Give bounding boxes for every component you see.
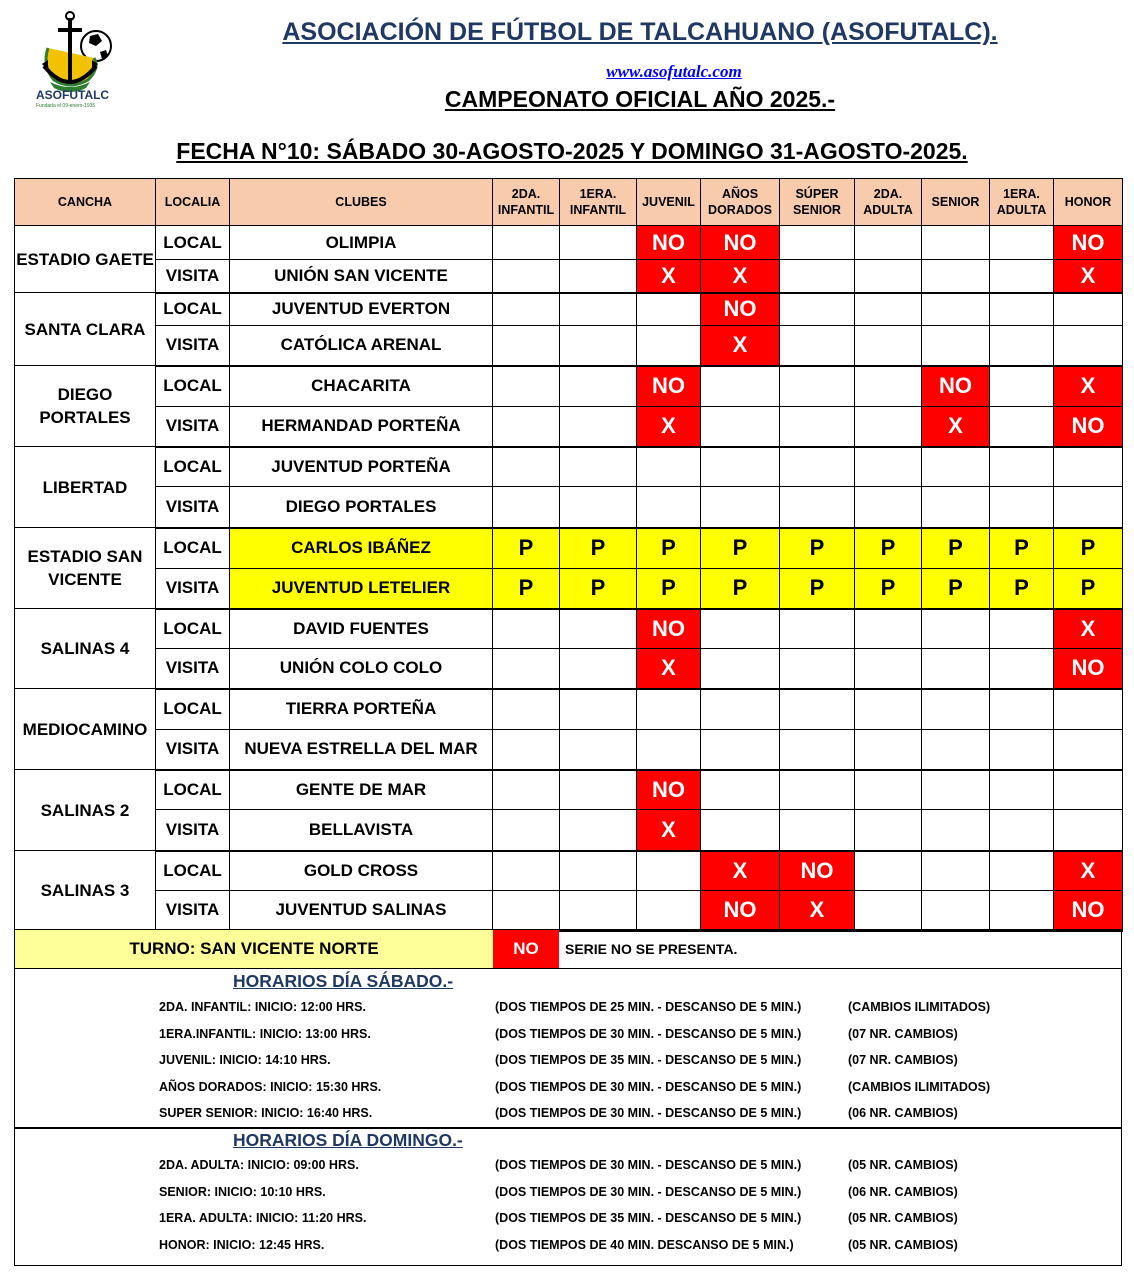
category-cell	[1054, 326, 1123, 366]
club-cell: JUVENTUD PORTEÑA	[230, 447, 493, 487]
sabado-schedule	[14, 969, 1122, 1128]
localia-cell: VISITA	[156, 569, 230, 609]
domingo-schedule	[14, 1129, 1122, 1266]
category-cell	[855, 447, 922, 487]
category-cell	[922, 810, 990, 851]
category-cell	[560, 407, 637, 447]
domingo-heading: HORARIOS DÍA DOMINGO.-	[233, 1130, 463, 1150]
cancha-cell: SALINAS 2	[15, 770, 156, 851]
category-cell: NO	[637, 609, 701, 649]
category-cell: NO	[922, 366, 990, 407]
category-cell	[855, 810, 922, 851]
table-row	[15, 407, 1123, 447]
category-cell	[922, 226, 990, 260]
category-cell: P	[1054, 569, 1123, 609]
category-cell	[560, 851, 637, 891]
category-cell: X	[701, 851, 780, 891]
localia-cell: LOCAL	[156, 770, 230, 810]
schedule-cambios: (CAMBIOS ILIMITADOS)	[848, 1000, 991, 1014]
category-cell	[560, 326, 637, 366]
column-header: 1ERA. ADULTA	[990, 179, 1054, 226]
club-cell: CATÓLICA ARENAL	[230, 326, 493, 366]
schedule-cambios: (07 NR. CAMBIOS)	[848, 1053, 958, 1067]
category-cell	[922, 689, 990, 730]
fixture-table	[14, 178, 1123, 932]
cancha-cell: LIBERTAD	[15, 447, 156, 528]
club-cell: CHACARITA	[230, 366, 493, 407]
schedule-tiempos: (DOS TIEMPOS DE 25 MIN. - DESCANSO DE 5 MIN.)	[495, 1000, 802, 1014]
category-cell	[922, 609, 990, 649]
schedule-tiempos: (DOS TIEMPOS DE 40 MIN. DESCANSO DE 5 MIN.)	[495, 1237, 794, 1252]
table-row	[15, 447, 1123, 487]
category-cell	[493, 447, 560, 487]
club-cell: JUVENTUD SALINAS	[230, 891, 493, 931]
table-row	[15, 891, 1123, 931]
category-cell	[990, 770, 1054, 810]
category-cell: NO	[701, 293, 780, 326]
category-cell	[855, 649, 922, 689]
category-cell: X	[1054, 609, 1123, 649]
category-cell: X	[637, 260, 701, 293]
category-cell	[701, 730, 780, 770]
club-cell: CARLOS IBÁÑEZ	[230, 528, 493, 569]
category-cell	[493, 689, 560, 730]
category-cell	[637, 730, 701, 770]
category-cell	[493, 891, 560, 931]
schedule-tiempos: (DOS TIEMPOS DE 35 MIN. - DESCANSO DE 5 MIN.)	[495, 1211, 802, 1225]
column-header: AÑOS DORADOS	[701, 179, 780, 226]
localia-cell: VISITA	[156, 810, 230, 851]
column-header: 2DA. INFANTIL	[493, 179, 560, 226]
club-cell: JUVENTUD EVERTON	[230, 293, 493, 326]
cancha-cell: ESTADIO GAETE	[15, 226, 156, 293]
category-cell	[493, 649, 560, 689]
category-cell	[701, 689, 780, 730]
category-cell: NO	[1054, 649, 1123, 689]
localia-cell: LOCAL	[156, 293, 230, 326]
category-cell	[922, 326, 990, 366]
club-cell: NUEVA ESTRELLA DEL MAR	[230, 730, 493, 770]
category-cell	[780, 226, 855, 260]
category-cell	[780, 609, 855, 649]
category-cell: P	[922, 528, 990, 569]
table-row	[15, 226, 1123, 260]
category-cell	[990, 407, 1054, 447]
schedule-serie: 2DA. ADULTA: INICIO: 09:00 HRS.	[159, 1158, 359, 1172]
category-cell: X	[637, 407, 701, 447]
localia-cell: VISITA	[156, 260, 230, 293]
category-cell	[855, 293, 922, 326]
category-cell	[922, 730, 990, 770]
category-cell	[637, 447, 701, 487]
table-row	[15, 609, 1123, 649]
category-cell: P	[780, 528, 855, 569]
category-cell	[701, 407, 780, 447]
category-cell: X	[780, 891, 855, 931]
category-cell: NO	[637, 770, 701, 810]
category-cell: NO	[780, 851, 855, 891]
category-cell	[922, 487, 990, 528]
schedule-tiempos: (DOS TIEMPOS DE 30 MIN. - DESCANSO DE 5 MIN.)	[495, 1079, 802, 1094]
category-cell: P	[990, 528, 1054, 569]
category-cell	[780, 810, 855, 851]
category-cell	[493, 487, 560, 528]
category-cell	[780, 649, 855, 689]
category-cell	[560, 226, 637, 260]
category-cell: P	[780, 569, 855, 609]
cancha-cell: ESTADIO SAN VICENTE	[15, 528, 156, 609]
schedule-cambios: (05 NR. CAMBIOS)	[848, 1158, 958, 1172]
website-link[interactable]: www.asofutalc.com	[606, 62, 742, 81]
table-row	[15, 689, 1123, 730]
category-cell	[1054, 770, 1123, 810]
localia-cell: LOCAL	[156, 226, 230, 260]
category-cell	[990, 447, 1054, 487]
column-header: CANCHA	[15, 179, 156, 226]
column-header: LOCALIA	[156, 179, 230, 226]
category-cell	[780, 730, 855, 770]
category-cell	[637, 326, 701, 366]
category-cell	[855, 851, 922, 891]
category-cell: P	[637, 528, 701, 569]
category-cell	[780, 770, 855, 810]
club-cell: UNIÓN SAN VICENTE	[230, 260, 493, 293]
category-cell	[990, 891, 1054, 931]
table-row	[15, 487, 1123, 528]
table-row	[15, 569, 1123, 609]
cancha-cell: SALINAS 3	[15, 851, 156, 931]
localia-cell: LOCAL	[156, 689, 230, 730]
category-cell: NO	[1054, 226, 1123, 260]
category-cell: NO	[701, 891, 780, 931]
schedule-serie: SENIOR: INICIO: 10:10 HRS.	[159, 1184, 326, 1199]
category-cell	[855, 770, 922, 810]
category-cell: NO	[1054, 407, 1123, 447]
category-cell	[922, 447, 990, 487]
category-cell	[637, 851, 701, 891]
category-cell	[990, 649, 1054, 689]
category-cell: P	[637, 569, 701, 609]
category-cell	[560, 447, 637, 487]
schedule-tiempos: (DOS TIEMPOS DE 30 MIN. - DESCANSO DE 5 MIN.)	[495, 1158, 802, 1172]
category-cell	[780, 366, 855, 407]
category-cell	[780, 487, 855, 528]
schedule-serie: 2DA. INFANTIL: INICIO: 12:00 HRS.	[159, 1000, 366, 1014]
fecha-heading: FECHA N°10: SÁBADO 30-AGOSTO-2025 Y DOMINGO 31-AGOSTO-2025.	[176, 138, 968, 164]
table-row	[15, 770, 1123, 810]
category-cell	[493, 770, 560, 810]
cancha-cell: SANTA CLARA	[15, 293, 156, 366]
category-cell	[493, 226, 560, 260]
category-cell	[990, 810, 1054, 851]
schedule-serie: HONOR: INICIO: 12:45 HRS.	[159, 1237, 325, 1252]
category-cell	[922, 260, 990, 293]
category-cell: P	[701, 569, 780, 609]
schedule-tiempos: (DOS TIEMPOS DE 30 MIN. - DESCANSO DE 5 MIN.)	[495, 1106, 802, 1120]
category-cell	[855, 891, 922, 931]
category-cell: P	[560, 569, 637, 609]
column-header: HONOR	[1054, 179, 1123, 226]
category-cell	[990, 293, 1054, 326]
column-header: SENIOR	[922, 179, 990, 226]
category-cell: X	[637, 810, 701, 851]
category-cell	[855, 366, 922, 407]
category-cell	[1054, 447, 1123, 487]
category-cell	[990, 609, 1054, 649]
category-cell: X	[701, 326, 780, 366]
category-cell: P	[1054, 528, 1123, 569]
category-cell	[701, 447, 780, 487]
category-cell: P	[493, 569, 560, 609]
category-cell	[780, 260, 855, 293]
table-row	[15, 366, 1123, 407]
category-cell	[493, 326, 560, 366]
category-cell	[560, 689, 637, 730]
category-cell	[855, 689, 922, 730]
legend-bar	[14, 929, 1122, 969]
category-cell: X	[637, 649, 701, 689]
category-cell	[701, 487, 780, 528]
table-row	[15, 260, 1123, 293]
category-cell: P	[922, 569, 990, 609]
cancha-cell: DIEGO PORTALES	[15, 366, 156, 447]
column-header: 1ERA. INFANTIL	[560, 179, 637, 226]
category-cell: NO	[637, 366, 701, 407]
category-cell	[780, 326, 855, 366]
club-cell: HERMANDAD PORTEÑA	[230, 407, 493, 447]
schedule-tiempos: (DOS TIEMPOS DE 30 MIN. - DESCANSO DE 5 MIN.)	[495, 1026, 802, 1041]
category-cell	[560, 730, 637, 770]
category-cell	[560, 810, 637, 851]
category-cell	[922, 770, 990, 810]
category-cell: P	[701, 528, 780, 569]
category-cell	[1054, 730, 1123, 770]
club-cell: UNIÓN COLO COLO	[230, 649, 493, 689]
category-cell	[701, 649, 780, 689]
category-cell	[990, 851, 1054, 891]
championship-subtitle: CAMPEONATO OFICIAL AÑO 2025.-	[444, 86, 836, 112]
category-cell	[922, 891, 990, 931]
club-cell: OLIMPIA	[230, 226, 493, 260]
cancha-cell: SALINAS 4	[15, 609, 156, 689]
asofutalc-logo	[30, 8, 122, 112]
localia-cell: LOCAL	[156, 447, 230, 487]
localia-cell: LOCAL	[156, 609, 230, 649]
localia-cell: LOCAL	[156, 528, 230, 569]
category-cell	[637, 487, 701, 528]
category-cell: P	[560, 528, 637, 569]
category-cell	[493, 293, 560, 326]
category-cell: X	[1054, 260, 1123, 293]
schedule-cambios: (06 NR. CAMBIOS)	[848, 1106, 958, 1120]
category-cell	[560, 366, 637, 407]
logo-text: ASOFUTALC	[36, 88, 110, 102]
schedule-serie: AÑOS DORADOS: INICIO: 15:30 HRS.	[159, 1079, 382, 1094]
club-cell: JUVENTUD LETELIER	[230, 569, 493, 609]
category-cell	[855, 226, 922, 260]
column-header: CLUBES	[230, 179, 493, 226]
category-cell	[560, 770, 637, 810]
category-cell	[493, 260, 560, 293]
localia-cell: VISITA	[156, 649, 230, 689]
category-cell	[493, 609, 560, 649]
category-cell: NO	[637, 226, 701, 260]
category-cell	[855, 407, 922, 447]
category-cell	[990, 260, 1054, 293]
category-cell: X	[701, 260, 780, 293]
schedule-cambios: (05 NR. CAMBIOS)	[848, 1211, 958, 1225]
table-row	[15, 528, 1123, 569]
category-cell: NO	[1054, 891, 1123, 931]
club-cell: GOLD CROSS	[230, 851, 493, 891]
club-cell: GENTE DE MAR	[230, 770, 493, 810]
category-cell	[493, 730, 560, 770]
category-cell	[1054, 293, 1123, 326]
category-cell	[637, 293, 701, 326]
table-row	[15, 730, 1123, 770]
club-cell: BELLAVISTA	[230, 810, 493, 851]
table-row	[15, 851, 1123, 891]
category-cell	[922, 649, 990, 689]
category-cell	[560, 487, 637, 528]
column-header: JUVENIL	[637, 179, 701, 226]
category-cell: NO	[701, 226, 780, 260]
category-cell	[990, 326, 1054, 366]
schedule-tiempos: (DOS TIEMPOS DE 35 MIN. - DESCANSO DE 5 MIN.)	[495, 1053, 802, 1067]
category-cell	[780, 293, 855, 326]
club-cell: DAVID FUENTES	[230, 609, 493, 649]
category-cell: P	[855, 528, 922, 569]
club-cell: TIERRA PORTEÑA	[230, 689, 493, 730]
category-cell	[560, 649, 637, 689]
category-cell	[560, 293, 637, 326]
category-cell	[493, 810, 560, 851]
category-cell	[701, 810, 780, 851]
category-cell	[855, 730, 922, 770]
category-cell	[701, 609, 780, 649]
category-cell	[780, 407, 855, 447]
schedule-serie: 1ERA. ADULTA: INICIO: 11:20 HRS.	[159, 1211, 367, 1225]
category-cell	[922, 293, 990, 326]
category-cell: P	[493, 528, 560, 569]
category-cell	[493, 407, 560, 447]
schedule-cambios: (06 NR. CAMBIOS)	[848, 1184, 958, 1199]
category-cell	[855, 487, 922, 528]
legend-description: SERIE NO SE PRESENTA.	[565, 941, 738, 957]
category-cell	[855, 326, 922, 366]
table-header-row	[15, 179, 1123, 226]
category-cell	[990, 689, 1054, 730]
logo-tagline: Fundada el 09-enero-1935	[36, 103, 96, 109]
category-cell	[990, 487, 1054, 528]
club-cell: DIEGO PORTALES	[230, 487, 493, 528]
schedule-serie: SUPER SENIOR: INICIO: 16:40 HRS.	[159, 1106, 373, 1120]
category-cell: X	[1054, 851, 1123, 891]
category-cell: X	[1054, 366, 1123, 407]
legend-no-badge: NO	[493, 930, 559, 968]
category-cell	[560, 891, 637, 931]
category-cell	[1054, 487, 1123, 528]
cancha-cell: MEDIOCAMINO	[15, 689, 156, 770]
category-cell	[780, 689, 855, 730]
category-cell	[922, 851, 990, 891]
localia-cell: VISITA	[156, 326, 230, 366]
schedule-cambios: (07 NR. CAMBIOS)	[848, 1026, 958, 1041]
category-cell	[990, 366, 1054, 407]
category-cell	[1054, 689, 1123, 730]
schedule-serie: 1ERA.INFANTIL: INICIO: 13:00 HRS.	[159, 1026, 371, 1041]
category-cell	[560, 260, 637, 293]
table-row	[15, 293, 1123, 326]
category-cell	[780, 447, 855, 487]
category-cell	[990, 730, 1054, 770]
category-cell	[1054, 810, 1123, 851]
category-cell	[701, 770, 780, 810]
category-cell	[855, 609, 922, 649]
category-cell	[637, 891, 701, 931]
category-cell	[637, 689, 701, 730]
column-header: 2DA. ADULTA	[855, 179, 922, 226]
page-title: ASOCIACIÓN DE FÚTBOL DE TALCAHUANO (ASOFUTALC).	[282, 18, 998, 46]
turno-label: TURNO: SAN VICENTE NORTE	[15, 930, 493, 968]
localia-cell: VISITA	[156, 487, 230, 528]
localia-cell: VISITA	[156, 891, 230, 931]
localia-cell: LOCAL	[156, 366, 230, 407]
category-cell: X	[922, 407, 990, 447]
table-row	[15, 810, 1123, 851]
localia-cell: VISITA	[156, 407, 230, 447]
category-cell: P	[990, 569, 1054, 609]
localia-cell: VISITA	[156, 730, 230, 770]
category-cell	[855, 260, 922, 293]
sabado-heading: HORARIOS DÍA SÁBADO.-	[233, 971, 454, 991]
category-cell	[990, 226, 1054, 260]
schedule-cambios: (CAMBIOS ILIMITADOS)	[848, 1079, 991, 1094]
category-cell	[493, 366, 560, 407]
table-row	[15, 326, 1123, 366]
category-cell	[493, 851, 560, 891]
schedule-cambios: (05 NR. CAMBIOS)	[848, 1237, 958, 1252]
category-cell	[701, 366, 780, 407]
schedule-serie: JUVENIL: INICIO: 14:10 HRS.	[159, 1053, 331, 1067]
column-header: SÚPER SENIOR	[780, 179, 855, 226]
category-cell	[560, 609, 637, 649]
table-row	[15, 649, 1123, 689]
schedule-tiempos: (DOS TIEMPOS DE 30 MIN. - DESCANSO DE 5 MIN.)	[495, 1184, 802, 1199]
localia-cell: LOCAL	[156, 851, 230, 891]
category-cell: P	[855, 569, 922, 609]
